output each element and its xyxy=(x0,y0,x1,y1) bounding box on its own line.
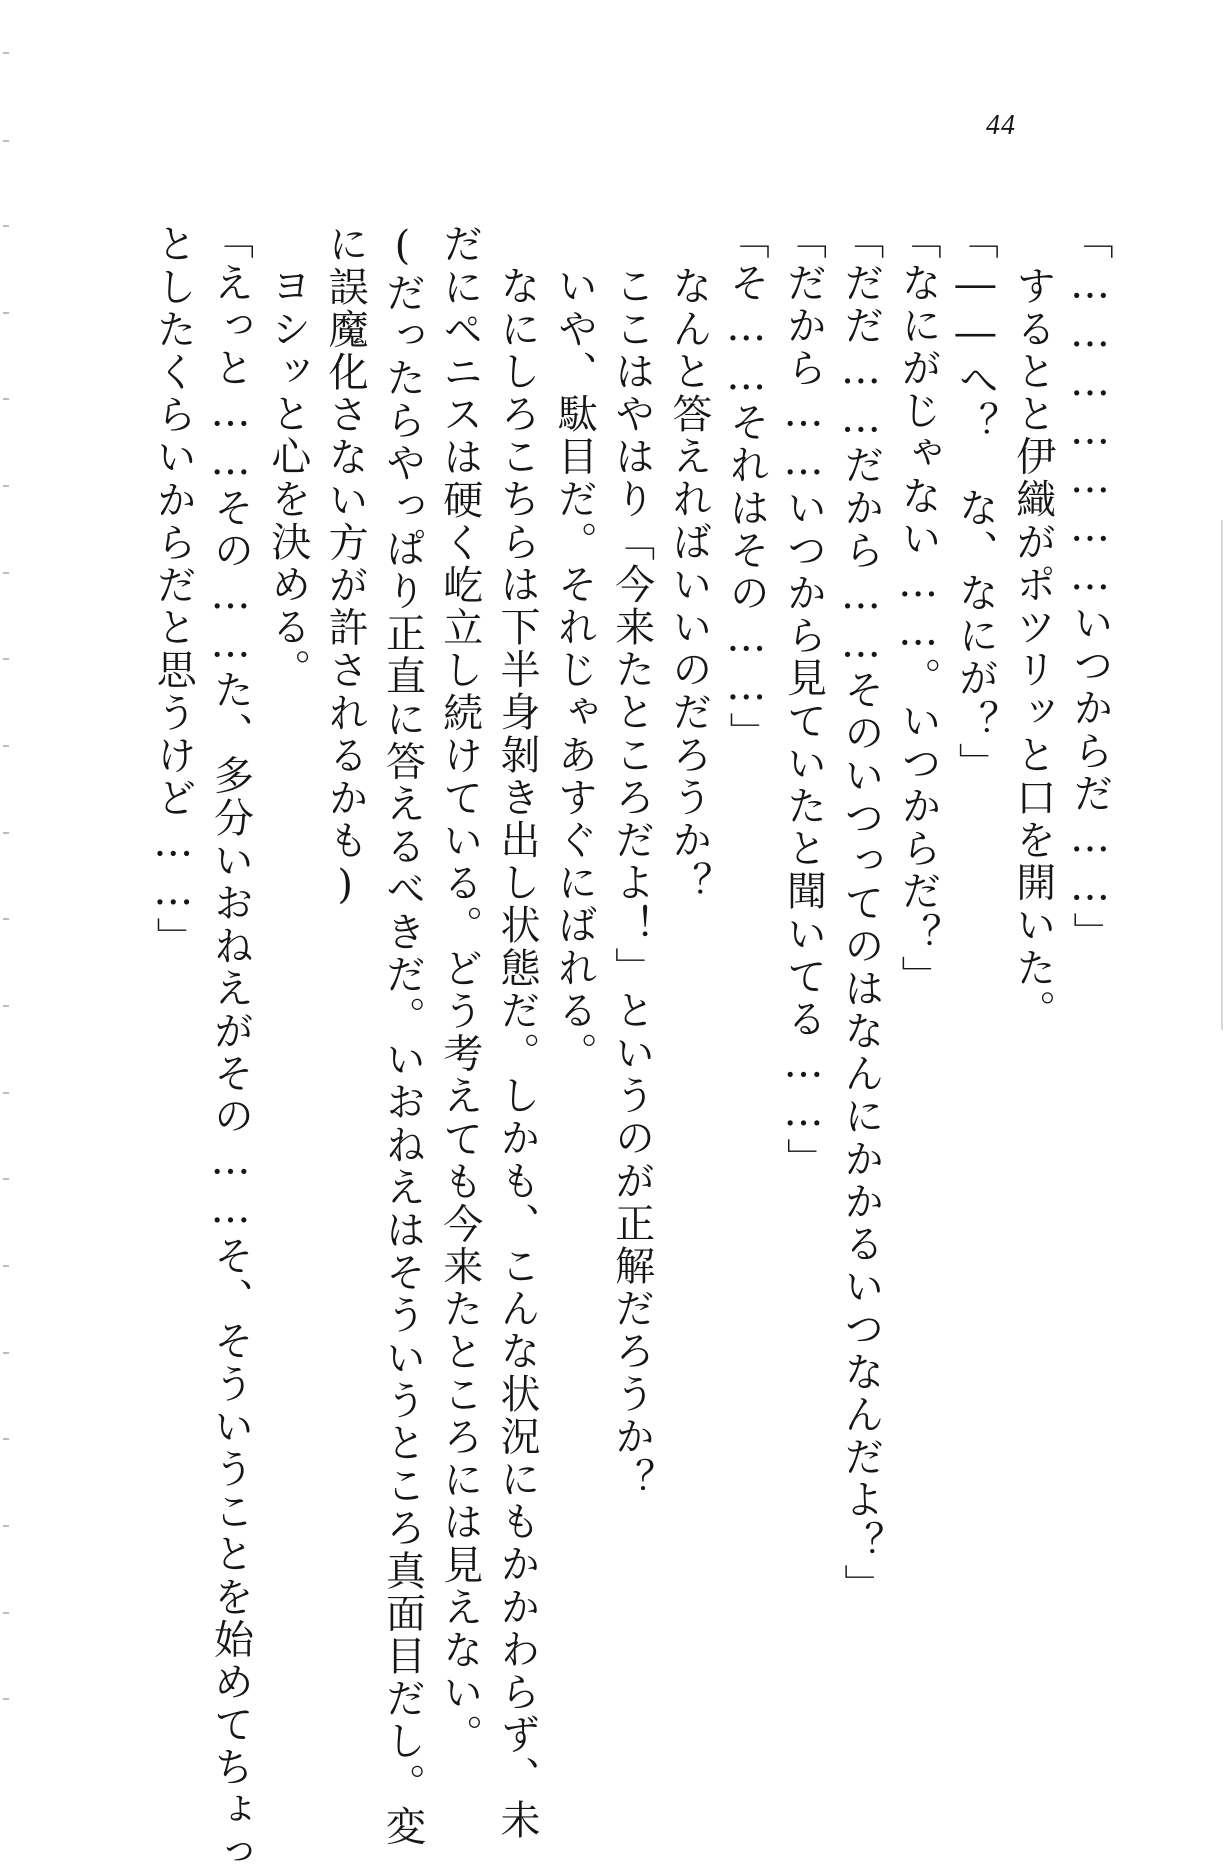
text-line-13: (だったらやっぱり正直に答えるべきだ。いおねえはそういうところ真面目だし。変 xyxy=(379,223,426,1848)
text-line-11: なにしろこちらは下半身剝き出し状態だ。しかも、こんな状況にもかかわらず、未 xyxy=(494,265,541,1842)
text-line-6: 「だから……いつから見ていたと聞いてる……」 xyxy=(780,219,827,1181)
text-line-7: 「そ……それはその……」 xyxy=(723,219,770,755)
text-line-12: だにペニスは硬く屹立し続けている。どう考えても今来たところには見えない。 xyxy=(436,223,483,1757)
vertical-text-body xyxy=(150,219,1113,1874)
text-line-2: するとと伊織がポツリッと口を開いた。 xyxy=(1009,265,1056,1032)
text-line-9: ここはやはり「今来たところだよ！」というのが正解だろうか？ xyxy=(608,265,655,1501)
text-line-1: 「…………………いつからだ……」 xyxy=(1067,219,1113,955)
text-line-16: 「えっと……その……た、多分いおねえがその……そ、そういうことを始めてちょっ xyxy=(207,219,254,1874)
page-number: 44 xyxy=(986,110,1016,141)
text-line-3: 「――へ？ な、なにが？」 xyxy=(952,219,999,785)
text-line-14: に誤魔化さない方が許されるかも) xyxy=(322,223,369,911)
text-line-5: 「だだ……だから……そのいつってのはなんにかかるいつなんだよ？」 xyxy=(837,219,884,1607)
text-line-17: としたくらいからだと思うけど……」 xyxy=(150,223,197,960)
text-line-8: なんと答えればいいのだろうか？ xyxy=(665,265,712,904)
text-line-10: いや、駄目だ。それじゃあすぐにばれる。 xyxy=(551,265,598,1075)
scan-margin-marks xyxy=(0,0,14,1765)
text-line-4: 「なにがじゃない……。いつからだ？」 xyxy=(895,219,942,998)
text-line-15: ヨシッと心を決める。 xyxy=(264,265,311,691)
